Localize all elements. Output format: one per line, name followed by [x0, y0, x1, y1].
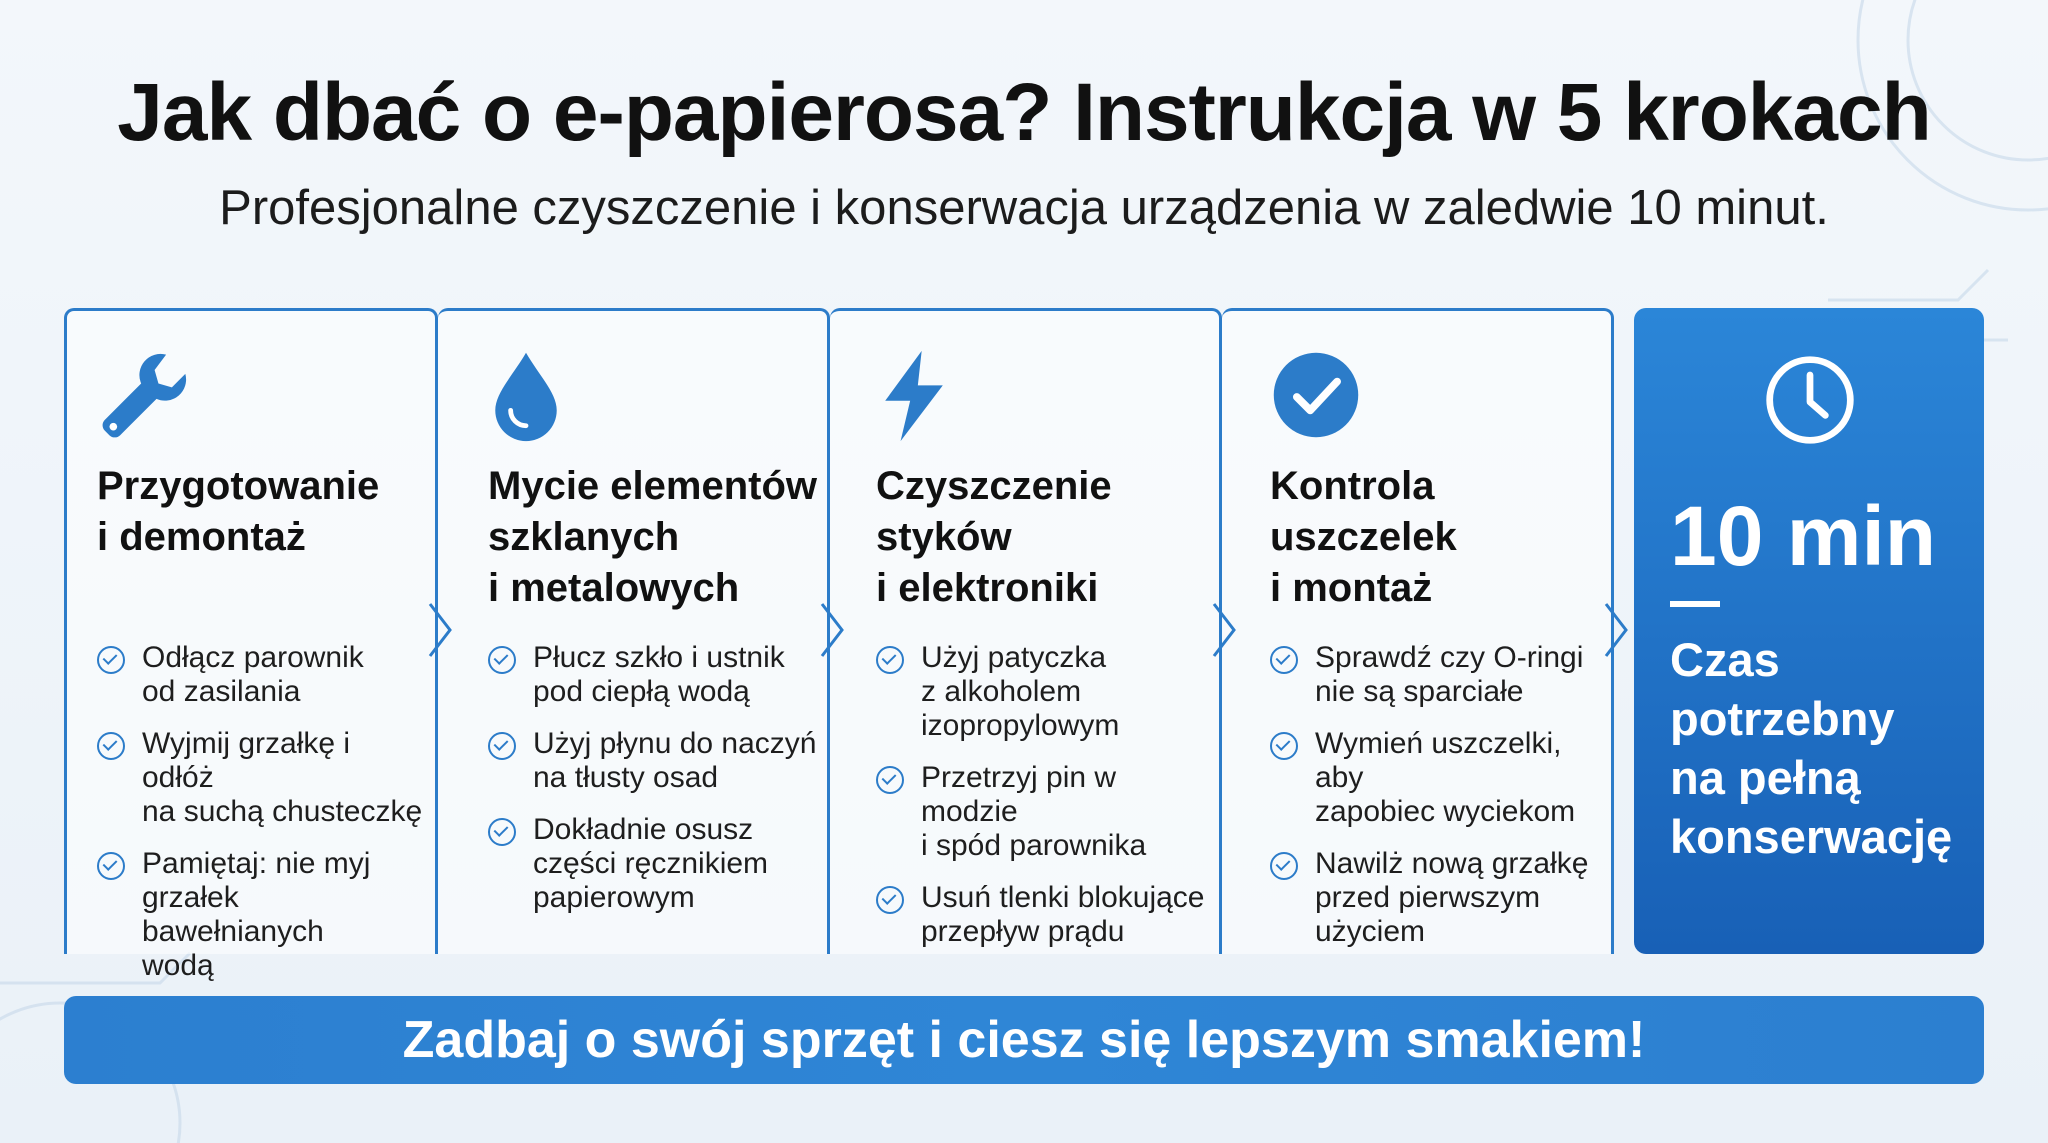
footer-banner: Zadbaj o swój sprzęt i ciesz się lepszym smakiem! — [64, 996, 1984, 1084]
step-checklist — [97, 641, 427, 1001]
chevron-right-icon — [426, 600, 456, 660]
check-circle-icon — [876, 766, 904, 794]
clock-icon — [1762, 352, 1858, 448]
divider — [1670, 601, 1720, 607]
list-item: Płucz szkło i ustnik pod ciepłą wodą — [488, 641, 818, 709]
list-item: Wymień uszczelki, aby zapobiec wyciekom — [1270, 727, 1600, 829]
step-heading: Czyszczenie styków i elektroniki — [876, 464, 1112, 610]
step-card-2 — [438, 308, 830, 954]
check-circle-icon — [97, 732, 125, 760]
list-item: Sprawdź czy O-ringi nie są sparciałe — [1270, 641, 1600, 709]
step-heading: Mycie elementów szklanych i metalowych — [488, 464, 818, 610]
lightning-icon — [866, 347, 962, 443]
chevron-right-icon — [1210, 600, 1240, 660]
chevron-right-icon — [1602, 600, 1632, 660]
list-item: Usuń tlenki blokujące przepływ prądu — [876, 881, 1206, 949]
wrench-icon — [97, 347, 193, 443]
list-item: Użyj płynu do naczyń na tłusty osad — [488, 727, 818, 795]
step-card-4 — [1222, 308, 1614, 954]
chevron-right-icon — [818, 600, 848, 660]
check-circle-icon — [876, 886, 904, 914]
step-checklist — [1270, 641, 1600, 967]
list-item: Odłącz parownik od zasilania — [97, 641, 427, 709]
page-title: Jak dbać o e-papierosa? Instrukcja w 5 krokach — [117, 67, 1931, 158]
check-circle-icon — [488, 732, 516, 760]
step-card-1 — [64, 308, 438, 982]
list-item: Dokładnie osusz części ręcznikiem papierowym — [488, 813, 818, 915]
check-circle-icon — [1270, 646, 1298, 674]
check-circle-icon — [876, 646, 904, 674]
check-circle-icon — [1270, 852, 1298, 880]
list-item: Pamiętaj: nie myj grzałek bawełnianych wodą — [97, 847, 427, 983]
step-card-3 — [830, 308, 1222, 954]
check-circle-icon — [1270, 732, 1298, 760]
water-drop-icon — [478, 347, 574, 443]
check-circle-icon — [97, 852, 125, 880]
time-value: 10 min — [1670, 489, 1937, 583]
step-checklist — [876, 641, 1206, 967]
step-checklist — [488, 641, 818, 933]
step-heading: Kontrola uszczelek i montaż — [1270, 464, 1457, 610]
checkmark-circle-icon — [1268, 347, 1364, 443]
check-circle-icon — [97, 646, 125, 674]
check-circle-icon — [488, 818, 516, 846]
time-label: Czas potrzebny na pełną konserwację — [1670, 633, 1953, 863]
list-item: Użyj patyczka z alkoholem izopropylowym — [876, 641, 1206, 743]
time-card — [1634, 308, 1984, 954]
list-item: Nawilż nową grzałkę przed pierwszym użyciem — [1270, 847, 1600, 949]
step-heading: Przygotowanie i demontaż — [97, 464, 380, 559]
check-circle-icon — [488, 646, 516, 674]
page-subtitle: Profesjonalne czyszczenie i konserwacja urządzenia w zaledwie 10 minut. — [219, 181, 1829, 235]
list-item: Przetrzyj pin w modzie i spód parownika — [876, 761, 1206, 863]
list-item: Wyjmij grzałkę i odłóż na suchą chusteczkę — [97, 727, 427, 829]
